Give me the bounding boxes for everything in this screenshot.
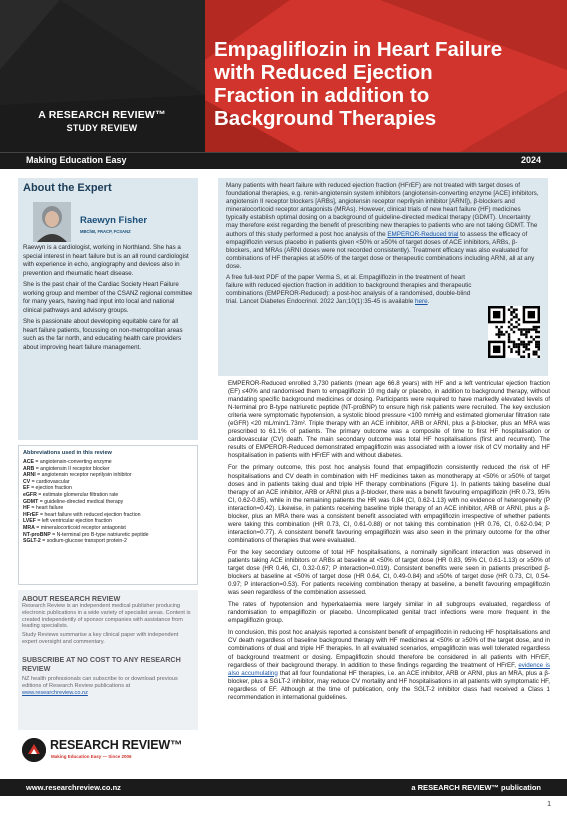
title-line: Empagliflozin in Heart Failure	[214, 38, 503, 61]
abbreviation-term: GDMT	[23, 498, 39, 505]
article-paragraph: For the primary outcome, this post hoc analysis found that empagliflozin consistently reduced the risk of HF hospitalisations and CV death in combination with HF medicines taken as monotherapy at <50% or ≥50% of target doses and in patients taking dual and triple HF therapy combinations (Figure 1). In patients taking baseline dual therapy of an ACE inhibitor, ARB or ARNI plus a β-blocker, there was a benefit favouring empagliflozin (HR 0.73, 95% CI, 0.62-0.85), while in the remaining patients the HR was 0.84 (CI, 0.62-1.13) with no evidence of heterogeneity (P interaction=0.42). Likewise, in patients receiving baseline triple therapy of an ACE inhibitor, ARB or ARNI, plus a β-blocker, plus an MRA there was a consistent benefit associated with empagliflozin irrespective of whether patients were taking this combination (HR 0.73, CI, 0.61-0.88) or not taking this combination (HR 0.76, CI, 0.62-0.94; P interaction=0.77). A consistent benefit favouring empagliflozin was also seen in the primary outcome for the other combinations of therapies that were evaluated.	[228, 464, 550, 544]
abbreviations-heading: Abbreviations used in this review	[23, 450, 112, 456]
pdf-link[interactable]: here	[415, 298, 428, 306]
abbreviation-term: NT-proBNP	[23, 531, 51, 538]
abbreviation-term: CV	[23, 478, 31, 485]
article-paragraph: EMPEROR-Reduced enrolled 3,730 patients (mean age 66.8 years) with HF and a left ventricular ejection fraction (EF) ≤40% and randomised them to empagliflozin 10 mg daily or placebo, in addition to background therapy, without mandating specific background medicines or dosing. Participants were required to have markedly elevated levels of N-terminal pro B-type natriuretic peptide (NT-proBNP) to ensure high risk patients were recruited. The key exclusion criteria were symptomatic hypotension, a systolic blood pressure <100 mmHg and estimated glomerular filtration rate (eGFR) <20 mL/min/1.73m². Triple therapy with an ACE inhibitor, ARB or ARNI, plus a β-blocker, plus an MRA was prescribed to 61.1% of patients. The primary outcome was a composite of time to first HF hospitalisation or cardiovascular (CV) death. The main secondary outcome was total HF hospitalisations (first and recurrent). The results of EMPEROR-Reduced demonstrated empagliflozin was associated with a lower risk of CV mortality and HF hospitalisation in patients with HFrEF with and without diabetes.	[228, 380, 550, 460]
title-line: Background Therapies	[214, 107, 437, 130]
bio-paragraph: She is passionate about developing equitable care for all heart failure patients, focussing on non-metropolitan areas such as the far north, and educating health care providers about improving heart failure management.	[23, 318, 183, 351]
header-banner	[0, 0, 567, 152]
abbreviation-term: ACE	[23, 459, 34, 465]
expert-credentials: MBChB, FRACP, FCSANZ	[80, 229, 131, 234]
main-article	[228, 380, 550, 706]
logo-tagline: Making Education Easy — Since 2006	[51, 754, 132, 759]
article-paragraph: For the key secondary outcome of total HF hospitalisations, a nominally significant interaction was observed in patients taking ACE inhibitors or ARBs at baseline at <50% of target dose (HR 0.83, 95% CI, 0.61-1.13) or ≥50% of target dose (HR 0.46, CI, 0.32-0.67; P interaction=0.019). Consistent benefits were seen in patients prescribed β-blockers at baseline at <50% of target dose (HR 0.64, CI, 0.49-0.84) and ≥50% of target dose (HR 0.73, CI, 0.54-0.97; P interaction=0.53). For patients receiving combination therapy at baseline, a benefit favouring empagliflozin was seen regardless of the combination assessed.	[228, 548, 550, 597]
article-paragraph	[228, 629, 550, 701]
evidence-link[interactable]: evidence is also accumulating	[228, 661, 550, 677]
footer-website[interactable]: www.researchreview.co.nz	[26, 783, 121, 792]
about-body	[22, 603, 194, 648]
intro-end: .	[427, 298, 430, 306]
abbreviation-term: LVEF	[23, 518, 36, 525]
intro-body	[226, 182, 542, 309]
conclusion-text: In conclusion, this post hoc analysis reported a consistent benefit of empagliflozin in reducing HF hospitalisations and CV death regardless of baseline background therapy with HF medicines at <50% or ≥50% of the target dose, and in combinations of dual and triple HF therapies. In all evaluated scenarios, empagliflozin was well tolerated regardless of background treatment or dosing. Empagliflozin should therefore be considered in all patients with HFrEF, regardless of their background therapy. In addition to these findings regarding the treatment of HFrEF,	[228, 629, 550, 669]
qr-code[interactable]	[488, 306, 540, 358]
abbreviation-item	[23, 538, 197, 545]
abbreviation-definition: = estimate glomerular filtration rate	[36, 491, 119, 498]
intro-text: Many patients with heart failure with reduced ejection fraction (HFrEF) are not treated with target doses of foundational therapies, e.g. renin-angiotensin system inhibitors (angiotensin-converting enzyme [ACE] inhibitors, angiotensin II receptor blockers [ARBs], angiotensin receptor neprilysin inhibitor [ARNI]), β-blockers and mineralocorticoid receptor antagonists (MRAs). However, clinical trials of new heart failure (HF) medicines typically establish optimal dosing on a background of guideline-directed medical therapy (GDMT). Uncertainty may therefore exist regarding the benefit of prescribing new therapies to patients who are not taking GDMT. The authors of this study performed a post hoc analysis of the	[226, 182, 539, 238]
abbreviation-item	[23, 466, 197, 473]
title-line: with Reduced Ejection	[214, 61, 433, 84]
year: 2024	[520, 155, 541, 165]
expert-photo	[33, 202, 71, 242]
page-number: 1	[547, 801, 551, 808]
footer-bar	[0, 779, 567, 796]
subscribe-heading: SUBSCRIBE AT NO COST TO ANY RESEARCH REVIEW	[22, 655, 181, 673]
abbreviation-definition: = N-terminal pro B-type natriuretic peptide	[50, 531, 149, 538]
logo-icon	[22, 738, 46, 762]
abbreviation-definition: = heart failure	[29, 505, 64, 512]
abbreviation-definition: = cardiovascular	[30, 478, 70, 485]
abbreviation-term: MRA	[23, 524, 35, 531]
abbreviation-item	[23, 512, 197, 519]
intro-citation: A free full-text PDF of the paper Verma S, et al. Empagliflozin in the treatment of heart failure with reduced ejection fraction in addition to background therapies and therapeutic combinations (EMPEROR-Reduced): a post-hoc analysis of a randomised, double-blind trial. Lancet Diabetes Endocrinol. 2022 Jan;10(1):35-45 is available	[226, 274, 472, 306]
expert-panel	[18, 178, 198, 440]
abbreviation-item	[23, 505, 197, 512]
abbreviation-definition: = angiotensin II receptor blocker	[34, 465, 110, 472]
article-paragraph: The rates of hypotension and hyperkalaemia were largely similar in all subgroups evaluated, regardless of randomisation to empagliflozin or placebo. Uncomplicated genital tract infections were more frequent in the empagliflozin group.	[228, 601, 550, 625]
abbreviation-item	[23, 492, 197, 499]
about-paragraph: Study Reviews summarise a key clinical paper with independent expert oversight and commentary.	[22, 632, 179, 645]
abbreviation-term: HFrEF	[23, 511, 39, 518]
abbreviation-definition: = guideline-directed medical therapy	[38, 498, 124, 505]
abbreviation-term: HF	[23, 505, 30, 512]
footer-publication: a RESEARCH REVIEW™ publication	[411, 783, 541, 792]
subscribe-link[interactable]: www.researchreview.co.nz	[22, 689, 88, 696]
tagline-bar	[0, 152, 567, 169]
about-box	[18, 590, 198, 730]
title-line: Fraction in addition to	[214, 84, 430, 107]
abbreviation-item	[23, 459, 197, 466]
subscribe-text	[22, 676, 194, 696]
abbreviation-term: ARNI	[23, 472, 36, 479]
about-heading: ABOUT RESEARCH REVIEW	[22, 594, 121, 603]
abbreviation-item	[23, 472, 197, 479]
abbreviations-box	[18, 445, 198, 585]
abbreviation-item	[23, 518, 197, 525]
abbreviation-item	[23, 499, 197, 506]
abbreviation-item	[23, 532, 197, 539]
abbreviation-definition: = mineralocorticoid receptor antagonist	[34, 524, 126, 531]
subscribe-copy: NZ health professionals can subscribe to or download previous editions of Research Review publications at	[22, 676, 178, 689]
expert-bio	[23, 244, 193, 355]
expert-name: Raewyn Fisher	[80, 215, 148, 226]
intro-paragraph	[226, 274, 476, 306]
abbreviation-term: eGFR	[23, 491, 37, 498]
abbreviation-item	[23, 479, 197, 486]
intro-box	[218, 178, 548, 376]
brand-line2: STUDY REVIEW	[66, 123, 138, 133]
bio-paragraph: She is the past chair of the Cardiac Society Heart Failure working group and member of the CSANZ regional committee for many years, having had input into local and national clinical pathways and advisory groups.	[23, 281, 193, 314]
abbreviation-definition: = angiotensin-converting enzyme	[33, 459, 112, 465]
abbreviation-item	[23, 485, 197, 492]
tagline: Making Education Easy	[26, 155, 127, 165]
abbreviation-definition: = angiotensin receptor neprilysin inhibitor	[35, 472, 132, 479]
intro-text-rest: to assess the efficacy of empagliflozin versus placebo in patients given <50% or ≥50% of target doses of ACE inhibitors, ARBs, β-blockers, and MRAs (ARNI doses were not recorded consistently). Treatment efficacy was also evaluated for combinations of HF therapies at ≥50% of the target dose or therapeutic combinations including ARNI, all at any dose.	[226, 230, 535, 270]
intro-paragraph	[226, 182, 542, 271]
abbreviation-definition: = sodium-glucose transport protein-2	[40, 538, 127, 545]
abbreviation-definition: = left ventricular ejection fraction	[35, 518, 112, 525]
abbreviation-definition: = heart failure with reduced ejection fraction	[38, 511, 141, 518]
research-review-logo	[18, 733, 198, 769]
abbreviation-term: ARB	[23, 465, 35, 472]
abbreviation-term: EF	[23, 485, 30, 492]
abbreviation-item	[23, 525, 197, 532]
abbreviations-list	[19, 456, 197, 545]
trial-link[interactable]: EMPEROR-Reduced trial	[387, 230, 459, 238]
conclusion-text-rest: that all four foundational HF therapies, i.e. an ACE inhibitor, ARB or ARNI, plus an MRA, plus a β-blocker, plus a SGLT-2 inhibitor, may reduce CV mortality and HF hospitalisations in all patients with symptomatic HF, regardless of EF. Although at the time of publication, only the SGLT-2 inhibitor class had received a Class 1 recommendation in international guidelines.	[228, 669, 550, 701]
page-title	[214, 38, 560, 130]
bio-paragraph: Raewyn is a cardiologist, working in Northland. She has a special interest in heart failure but is an all round cardiologist with experience in echo, angiography and devices also in prevention and rheumatic heart disease.	[23, 244, 189, 277]
expert-heading: About the Expert	[23, 182, 112, 194]
abbreviation-term: SGLT-2	[23, 538, 41, 545]
logo-text: RESEARCH REVIEW™	[50, 738, 183, 752]
about-paragraph: Research Review is an independent medical publisher producing electronic publications in a wide variety of specialist areas. Content is created independently of sponsor companies with assistance from leading specialists.	[22, 603, 191, 630]
abbreviation-definition: = ejection fraction	[29, 485, 72, 492]
brand-block	[0, 109, 204, 133]
brand-line1: A RESEARCH REVIEW™	[38, 109, 166, 121]
